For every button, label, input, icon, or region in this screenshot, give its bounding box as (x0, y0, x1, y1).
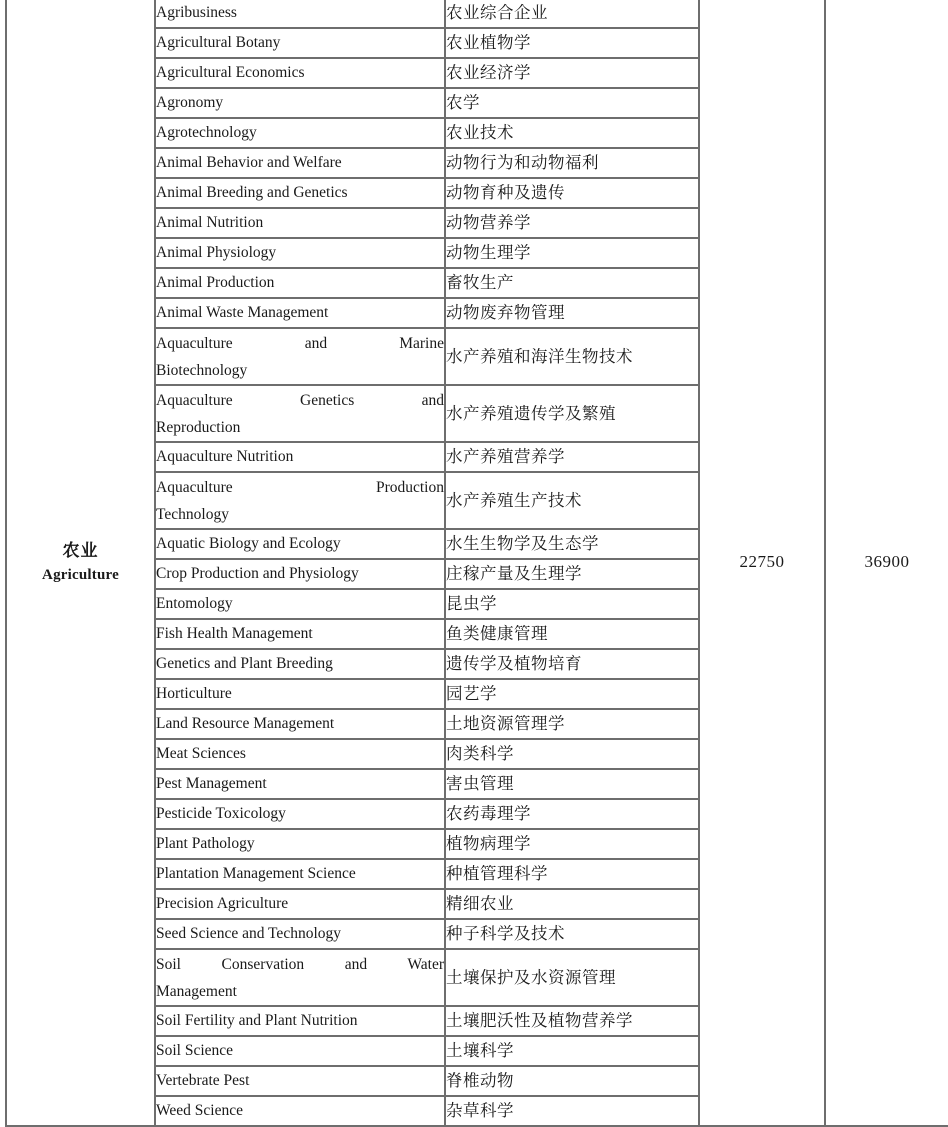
major-name-zh: 动物生理学 (445, 238, 699, 268)
major-name-en: Soil Science (155, 1036, 445, 1066)
major-name-en: Genetics and Plant Breeding (155, 649, 445, 679)
major-name-en-line2: Technology (156, 506, 229, 523)
major-name-en (155, 949, 445, 1006)
major-name-zh: 动物废弃物管理 (445, 298, 699, 328)
major-name-en-line2: Biotechnology (156, 362, 248, 379)
major-name-zh: 昆虫学 (445, 589, 699, 619)
major-name-zh: 土地资源管理学 (445, 709, 699, 739)
major-name-zh: 土壤保护及水资源管理 (445, 949, 699, 1006)
table-row (6, 0, 948, 28)
majors-fee-table (5, 0, 948, 1127)
major-name-en (155, 385, 445, 442)
major-name-en: Agronomy (155, 88, 445, 118)
major-name-zh: 种子科学及技术 (445, 919, 699, 949)
major-name-en: Pesticide Toxicology (155, 799, 445, 829)
major-name-en: Agrotechnology (155, 118, 445, 148)
major-name-zh: 水产养殖营养学 (445, 442, 699, 472)
major-name-zh: 农药毒理学 (445, 799, 699, 829)
major-name-en-line1: Aquaculture Genetics and (156, 392, 444, 409)
major-name-zh: 动物营养学 (445, 208, 699, 238)
major-name-zh: 农学 (445, 88, 699, 118)
major-name-zh: 园艺学 (445, 679, 699, 709)
major-name-en: Animal Physiology (155, 238, 445, 268)
major-name-en (155, 328, 445, 385)
major-name-en: Crop Production and Physiology (155, 559, 445, 589)
major-name-en-line1: Soil Conservation and Water (156, 956, 444, 973)
major-name-zh: 土壤科学 (445, 1036, 699, 1066)
major-name-zh: 农业技术 (445, 118, 699, 148)
major-name-en: Animal Nutrition (155, 208, 445, 238)
major-name-zh: 农业综合企业 (445, 0, 699, 28)
major-name-en: Plant Pathology (155, 829, 445, 859)
major-name-zh: 水产养殖生产技术 (445, 472, 699, 529)
major-name-zh: 精细农业 (445, 889, 699, 919)
major-name-en: Vertebrate Pest (155, 1066, 445, 1096)
major-name-en: Land Resource Management (155, 709, 445, 739)
major-name-zh: 脊椎动物 (445, 1066, 699, 1096)
major-name-en: Pest Management (155, 769, 445, 799)
major-name-en: Animal Waste Management (155, 298, 445, 328)
major-name-zh: 害虫管理 (445, 769, 699, 799)
major-name-en: Animal Breeding and Genetics (155, 178, 445, 208)
category-cell (6, 0, 155, 1126)
major-name-en: Horticulture (155, 679, 445, 709)
major-name-en (155, 472, 445, 529)
major-name-en-line1: Aquaculture and Marine (156, 335, 444, 352)
major-name-en: Fish Health Management (155, 619, 445, 649)
major-name-zh: 庄稼产量及生理学 (445, 559, 699, 589)
major-name-en: Soil Fertility and Plant Nutrition (155, 1006, 445, 1036)
major-name-en-line1: Aquaculture Production (156, 479, 444, 496)
major-name-en: Weed Science (155, 1096, 445, 1126)
major-name-en: Agricultural Botany (155, 28, 445, 58)
major-name-zh: 肉类科学 (445, 739, 699, 769)
major-name-zh: 鱼类健康管理 (445, 619, 699, 649)
major-name-zh: 畜牧生产 (445, 268, 699, 298)
major-name-en-line2: Management (156, 983, 237, 1000)
major-name-zh: 农业植物学 (445, 28, 699, 58)
major-name-en: Agricultural Economics (155, 58, 445, 88)
major-name-zh: 土壤肥沃性及植物营养学 (445, 1006, 699, 1036)
major-name-zh: 遗传学及植物培育 (445, 649, 699, 679)
major-name-en: Meat Sciences (155, 739, 445, 769)
major-name-en: Agribusiness (155, 0, 445, 28)
major-name-zh: 杂草科学 (445, 1096, 699, 1126)
major-name-zh: 动物育种及遗传 (445, 178, 699, 208)
major-name-zh: 动物行为和动物福利 (445, 148, 699, 178)
major-name-zh: 农业经济学 (445, 58, 699, 88)
major-name-en: Aquatic Biology and Ecology (155, 529, 445, 559)
major-name-en: Animal Behavior and Welfare (155, 148, 445, 178)
major-name-en: Entomology (155, 589, 445, 619)
major-name-en: Plantation Management Science (155, 859, 445, 889)
major-name-zh: 水生生物学及生态学 (445, 529, 699, 559)
major-name-en: Aquaculture Nutrition (155, 442, 445, 472)
category-name-zh: 农业 (62, 541, 99, 560)
table-body (6, 0, 948, 1126)
major-name-en: Animal Production (155, 268, 445, 298)
category-name-en: Agriculture (42, 566, 119, 583)
major-name-en: Precision Agriculture (155, 889, 445, 919)
major-name-en-line2: Reproduction (156, 419, 241, 436)
major-name-zh: 植物病理学 (445, 829, 699, 859)
major-name-zh: 水产养殖遗传学及繁殖 (445, 385, 699, 442)
major-name-en: Seed Science and Technology (155, 919, 445, 949)
major-name-zh: 水产养殖和海洋生物技术 (445, 328, 699, 385)
major-name-zh: 种植管理科学 (445, 859, 699, 889)
fee-column-1: 22750 (699, 0, 825, 1126)
fee-column-2: 36900 (825, 0, 948, 1126)
